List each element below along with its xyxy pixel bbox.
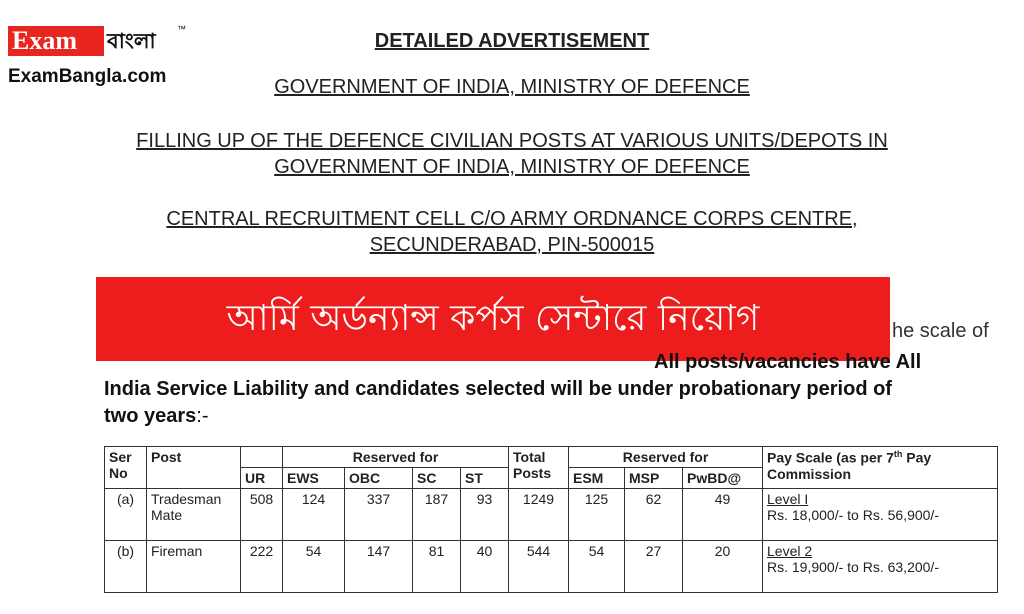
- header-line-1: GOVERNMENT OF INDIA, MINISTRY OF DEFENCE: [274, 76, 750, 98]
- header-pay-scale: Pay Scale (as per 7th Pay Commission: [763, 447, 998, 489]
- bengali-banner: আর্মি অর্ডন্যান্স কর্পস সেন্টারে নিয়োগ: [96, 277, 890, 361]
- paragraph-line-2: India Service Liability and candidates selected will be under probationary period of: [104, 378, 892, 400]
- table-row: [105, 489, 998, 541]
- header-line-3a: CENTRAL RECRUITMENT CELL C/O ARMY ORDNANCE CORPS CENTRE,: [166, 208, 858, 230]
- header-pwbd: PwBD@: [683, 468, 763, 489]
- cell-ser: (a): [105, 489, 147, 541]
- header-msp: MSP: [625, 468, 683, 489]
- cell-sc: 187: [413, 489, 461, 541]
- cell-obc: 337: [345, 489, 413, 541]
- header-post: Post: [147, 447, 241, 489]
- cell-esm: 125: [569, 489, 625, 541]
- cell-sc: 81: [413, 541, 461, 593]
- cell-pay-scale: [763, 489, 998, 541]
- cell-post: Fireman: [147, 541, 241, 593]
- logo-site-name: ExamBangla.com: [8, 66, 167, 87]
- header-ur: UR: [241, 468, 283, 489]
- pay-level: Level I: [767, 491, 809, 507]
- header-total-posts: Total Posts: [509, 447, 569, 489]
- cell-total: 1249: [509, 489, 569, 541]
- cell-total: 544: [509, 541, 569, 593]
- document-title: DETAILED ADVERTISEMENT: [374, 30, 650, 52]
- table-row: [105, 541, 998, 593]
- table-header-row-1: [105, 447, 998, 468]
- cell-obc: 147: [345, 541, 413, 593]
- paragraph-line-3: two years:-: [104, 405, 209, 427]
- cell-st: 93: [461, 489, 509, 541]
- cell-ews: 54: [283, 541, 345, 593]
- header-line-3b: SECUNDERABAD, PIN-500015: [369, 234, 655, 256]
- header-ser-no: Ser No: [105, 447, 147, 489]
- cell-ur: 222: [241, 541, 283, 593]
- cell-msp: 62: [625, 489, 683, 541]
- pay-range: Rs. 18,000/- to Rs. 56,900/-: [767, 507, 939, 523]
- header-sc: SC: [413, 468, 461, 489]
- cell-pwbd: 20: [683, 541, 763, 593]
- header-line-2b: GOVERNMENT OF INDIA, MINISTRY OF DEFENCE: [274, 156, 750, 178]
- logo-exam-mark: Exam: [8, 26, 104, 56]
- header-st: ST: [461, 468, 509, 489]
- partial-text-right: he scale of: [892, 320, 989, 342]
- header-ur-top: [241, 447, 283, 468]
- header-reserved-for-2: Reserved for: [569, 447, 763, 468]
- vacancy-table: [104, 446, 998, 593]
- header-obc: OBC: [345, 468, 413, 489]
- header-line-2a: FILLING UP OF THE DEFENCE CIVILIAN POSTS AT VARIOUS UNITS/DEPOTS IN: [136, 130, 888, 152]
- cell-pwbd: 49: [683, 489, 763, 541]
- cell-ews: 124: [283, 489, 345, 541]
- cell-st: 40: [461, 541, 509, 593]
- logo-trademark: ™: [177, 24, 186, 34]
- cell-pay-scale: [763, 541, 998, 593]
- pay-level: Level 2: [767, 543, 813, 559]
- header-ews: EWS: [283, 468, 345, 489]
- cell-ser: (b): [105, 541, 147, 593]
- cell-ur: 508: [241, 489, 283, 541]
- header-esm: ESM: [569, 468, 625, 489]
- logo-bangla-mark: বাংলা: [107, 29, 156, 53]
- pay-range: Rs. 19,900/- to Rs. 63,200/-: [767, 559, 939, 575]
- header-reserved-for: Reserved for: [283, 447, 509, 468]
- cell-esm: 54: [569, 541, 625, 593]
- paragraph-line-1: All posts/vacancies have All: [654, 351, 922, 373]
- cell-post: Tradesman Mate: [147, 489, 241, 541]
- cell-msp: 27: [625, 541, 683, 593]
